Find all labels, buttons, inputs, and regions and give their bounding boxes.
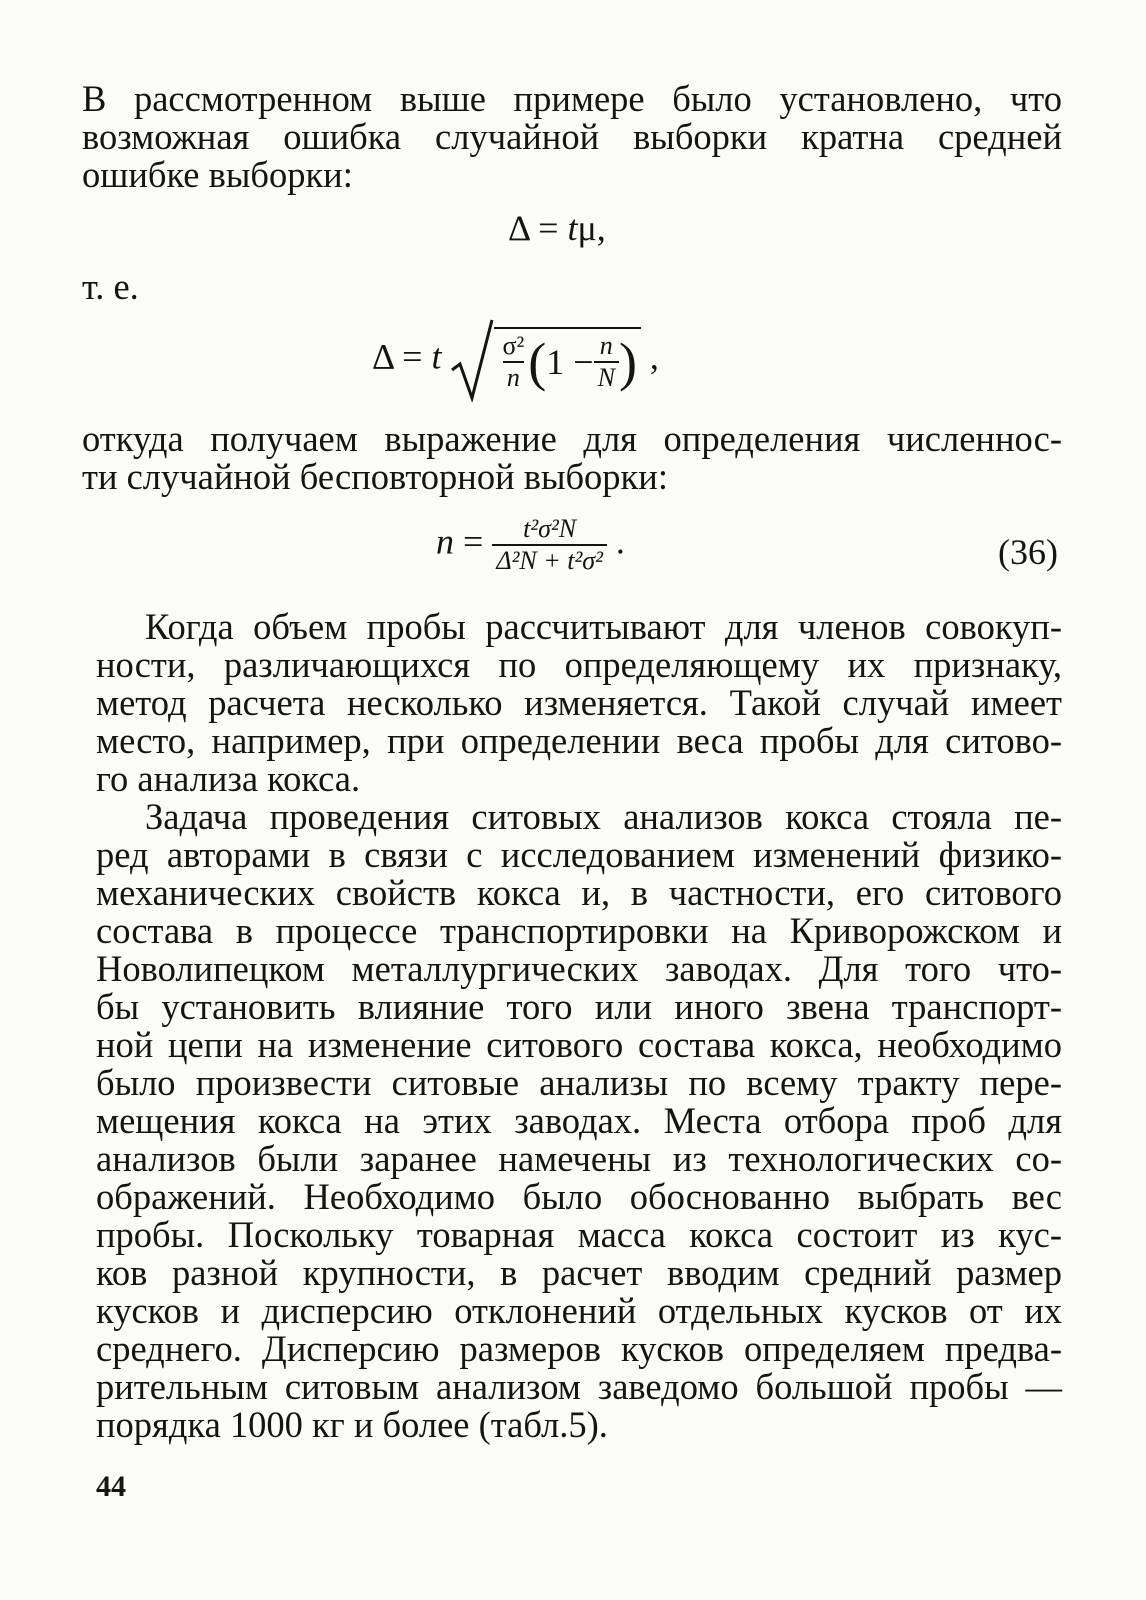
formula3-tail: . bbox=[606, 521, 625, 562]
paragraph4-line-11: ображений. Необходимо было обоснованно выбрать вес bbox=[96, 1176, 1062, 1217]
paragraph3-line-5: го анализа кокса. bbox=[96, 758, 361, 799]
formula2-tail: , bbox=[649, 336, 659, 377]
paragraph4-line-16: рительным ситовым анализом заведомо большой пробы — bbox=[96, 1366, 1062, 1407]
formula2-delta: Δ = bbox=[372, 336, 432, 377]
left-paren: ( bbox=[528, 332, 547, 392]
paragraph4-line-17: порядка 1000 кг и более (табл.5). bbox=[96, 1404, 608, 1445]
paragraph3-line-4: место, например, при определении веса пробы для ситово- bbox=[96, 720, 1062, 761]
frac-den-N: N bbox=[594, 361, 619, 393]
page-number: 44 bbox=[96, 1470, 126, 1503]
paragraph4-line-2: ред авторами в связи с исследованием изменений физико- bbox=[96, 834, 1062, 875]
paragraph1-line-2: возможная ошибка случайной выборки кратна средней bbox=[82, 116, 1062, 157]
formula3-denominator: Δ²N + t²σ² bbox=[492, 544, 607, 576]
radicand bbox=[494, 327, 640, 393]
paragraph3-line-2: ности, различающихся по определяющему их признаку, bbox=[96, 644, 1062, 685]
paragraph4-line-12: пробы. Поскольку товарная масса кокса состоит из кус- bbox=[96, 1214, 1062, 1255]
paragraph2-line-2: ти случайной бесповторной выборки: bbox=[82, 456, 668, 497]
paragraph1-line-1: В рассмотренном выше примере было установлено, что bbox=[82, 78, 1062, 119]
formula-delta-t-mu bbox=[508, 208, 606, 248]
formula-delta-sqrt bbox=[372, 318, 659, 402]
frac-den-n: n bbox=[503, 361, 524, 393]
paragraph4-line-9: мещения кокса на этих заводах. Места отбора проб для bbox=[96, 1100, 1062, 1141]
fraction-n-over-N bbox=[594, 331, 619, 393]
frac-num-sigma: σ² bbox=[502, 331, 525, 360]
formula-36 bbox=[436, 514, 625, 576]
formula1-t: t bbox=[567, 208, 578, 248]
te-label: т. е. bbox=[82, 266, 139, 307]
formula3-eq: = bbox=[454, 521, 493, 562]
equation-number: (36) bbox=[998, 532, 1058, 572]
paragraph4-line-7: ной цепи на изменение ситового состава кокса, необходимо bbox=[96, 1024, 1062, 1065]
paragraph4-line-14: кусков и дисперсию отклонений отдельных кусков от их bbox=[96, 1290, 1062, 1331]
formula2-one: 1 − bbox=[546, 342, 594, 382]
paragraph4-line-3: механических свойств кокса и, в частности, его ситового bbox=[96, 872, 1062, 913]
formula3-numerator: t²σ²N bbox=[523, 514, 577, 543]
radical-icon bbox=[450, 318, 494, 402]
right-paren: ) bbox=[618, 332, 637, 392]
paragraph2-line-1: откуда получаем выражение для определения численнос- bbox=[82, 418, 1062, 459]
fraction-sigma-over-n bbox=[498, 331, 528, 393]
formula1-tail: , bbox=[596, 208, 606, 248]
formula2-t: t bbox=[431, 336, 442, 377]
paragraph4-line-15: среднего. Дисперсию размеров кусков определяем предва- bbox=[96, 1328, 1062, 1369]
frac-num-n: n bbox=[599, 331, 613, 360]
paragraph4-line-10: анализов были заранее намечены из технологических со- bbox=[96, 1138, 1062, 1179]
paragraph4-line-13: ков разной крупности, в расчет вводим средний размер bbox=[96, 1252, 1062, 1293]
formula3-n: n bbox=[436, 521, 454, 562]
paragraph1-line-3: ошибке выборки: bbox=[82, 154, 353, 195]
formula1-left: Δ = bbox=[508, 208, 568, 248]
formula1-mu: μ bbox=[577, 208, 597, 248]
paragraph4-line-8: было произвести ситовые анализы по всему тракту пере- bbox=[96, 1062, 1062, 1103]
paragraph3-line-3: метод расчета несколько изменяется. Такой случай имеет bbox=[96, 682, 1062, 723]
paragraph3-line-1: Когда объем пробы рассчитывают для членов совокуп- bbox=[145, 606, 1062, 647]
paragraph4-line-6: бы установить влияние того или иного звена транспорт- bbox=[96, 986, 1062, 1027]
fraction-main bbox=[492, 514, 607, 576]
paragraph4-line-1: Задача проведения ситовых анализов кокса стояла пе- bbox=[145, 796, 1062, 837]
paragraph4-line-4: состава в процессе транспортировки на Криворожском и bbox=[96, 910, 1062, 951]
sqrt-sign bbox=[450, 318, 640, 402]
paragraph4-line-5: Новолипецком металлургических заводах. Для того что- bbox=[96, 948, 1062, 989]
